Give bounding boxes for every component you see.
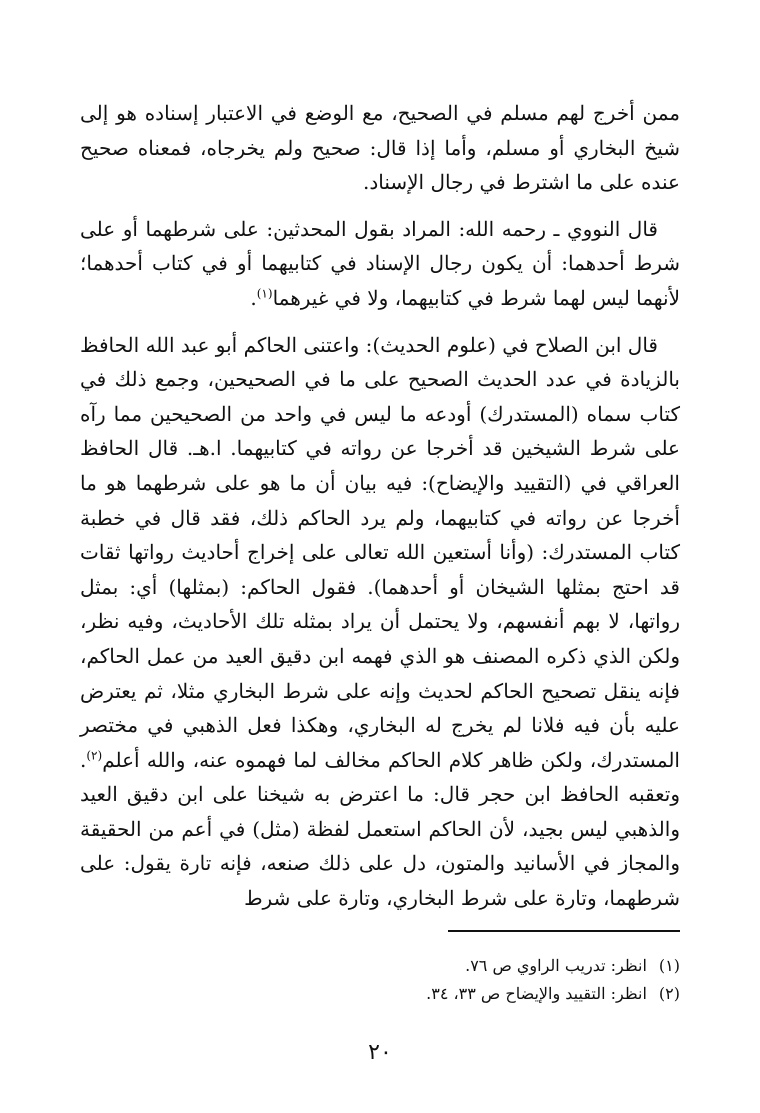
paragraph-3-tail: . وتعقبه الحافظ ابن حجر قال: ما اعترض به شيخنا على ابن دقيق العيد والذهبي ليس بجيد، لأن الحاكم استعمل لفظة (مثل) في أعم من الحقيقة والمجاز في الأسانيد والمتون، دل على ذلك صنعه، فإنه تارة يقول: على شرطهما، وتارة على شرط البخاري، وتارة على شرط — [80, 747, 680, 911]
footnotes — [80, 952, 680, 1008]
paragraph-3-text: قال ابن الصلاح في (علوم الحديث): واعتنى الحاكم أبو عبد الله الحافظ بالزيادة في عدد الحديث الصحيح على ما في الصحيحين، وجمع ذلك في كتاب سماه (المستدرك) أودعه ما ليس في واحد من الصحيحين مما رآه على شرط الشيخين قد أخرجا عن رواته في كتابيهما. ا.هـ. قال الحافظ العراقي في (التقييد والإيضاح): فيه بيان أن ما هو على شرطهما هو ما أخرجا عن رواته في كتابيهما، ولم يرد الحاكم ذلك، فقد قال في خطبة كتاب المستدرك: (وأنا أستعين الله تعالى على إخراج أحاديث رواتها ثقات قد احتج بمثلها الشيخان أو أحدهما). فقول الحاكم: (بمثلها) أي: بمثل رواتها، لا بهم أنفسهم، ولا يحتمل أن يراد بمثله تلك الأحاديث، وفيه نظر، ولكن الذي ذكره المصنف هو الذي فهمه ابن دقيق العيد من عمل الحاكم، فإنه ينقل تصحيح الحاكم لحديث وإنه على شرط البخاري مثلا، ثم يعترض عليه بأن فيه فلانا لم يخرج له البخاري، وهكذا فعل الذهبي في مختصر المستدرك، ولكن ظاهر كلام الحاكم مخالف لما فهموه عنه، والله أعلم — [80, 332, 680, 772]
footnote-2-number: (٢) — [658, 984, 680, 1003]
footnote-ref-1[interactable]: (١) — [256, 286, 273, 301]
paragraph-2-text: قال النووي ـ رحمه الله: المراد بقول المحدثين: على شرطهما أو على شرط أحدهما: أن يكون رجال الإسناد في كتابيهما أو في كتاب أحدهما؛ لأنهما ليس لهما شرط في كتابيهما، ولا في غيرهما — [80, 216, 680, 310]
footnote-2 — [80, 980, 680, 1008]
footnote-separator — [448, 930, 680, 932]
page-number: ٢٠ — [368, 1040, 392, 1065]
footnote-ref-2[interactable]: (٢) — [86, 748, 103, 763]
footnote-1 — [80, 952, 680, 980]
footnote-1-text: انظر: تدريب الراوي ص ٧٦. — [465, 956, 647, 975]
footnote-1-number: (١) — [658, 956, 680, 975]
footnote-2-text: انظر: التقييد والإيضاح ص ٣٣، ٣٤. — [426, 984, 647, 1003]
paragraph-3 — [80, 328, 680, 916]
paragraph-2 — [80, 212, 680, 316]
paragraph-1-text: ممن أخرج لهم مسلم في الصحيح، مع الوضع في الاعتبار إسناده هو إلى شيخ البخاري أو مسلم، وأما إذا قال: صحيح ولم يخرجاه، فمعناه صحيح عنده على ما اشترط في رجال الإسناد. — [80, 101, 680, 195]
paragraph-1 — [80, 96, 680, 200]
paragraph-2-tail: . — [250, 285, 257, 310]
